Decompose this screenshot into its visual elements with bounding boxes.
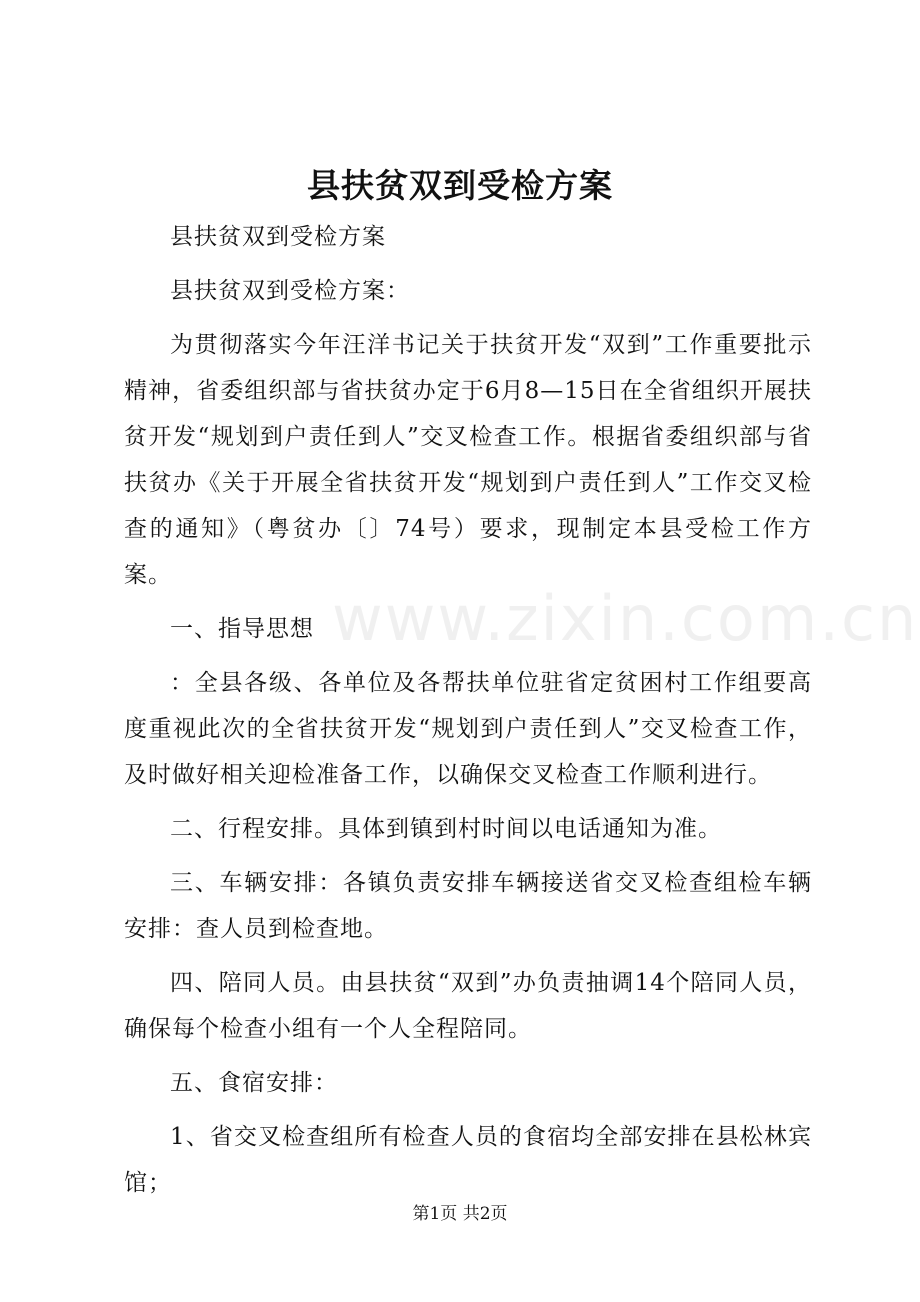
section-vehicles: 三、车辆安排：各镇负责安排车辆接送省交叉检查组检车辆安排：查人员到检查地。 [124, 870, 812, 942]
paragraph-accommodation-item-1: 1、省交叉检查组所有检查人员的食宿均全部安排在县松林宾馆； [124, 1124, 812, 1196]
section-escorts: 四、陪同人员。由县扶贫“双到”办负责抽调14个陪同人员，确保每个检查小组有一个人全程陪同。 [124, 970, 812, 1042]
paragraph-subtitle: 县扶贫双到受检方案 [170, 224, 386, 250]
page-footer: 第1页 共2页 [412, 1204, 508, 1224]
document-body [124, 214, 812, 1214]
section-guiding-ideology: 一、指导思想 [170, 616, 314, 642]
paragraph-intro: 为贯彻落实今年汪洋书记关于扶贫开发“双到”工作重要批示精神，省委组织部与省扶贫办定于6月8—15日在全省组织开展扶贫开发“规划到户责任到人”交叉检查工作。根据省委组织部与省扶贫办《关于开展全省扶贫开发“规划到户责任到人”工作交叉检查的通知》（粤贫办〔〕74号）要求，现制定本县受检工作方案。 [124, 332, 812, 588]
paragraph-heading: 县扶贫双到受检方案： [170, 278, 410, 304]
section-accommodation: 五、食宿安排： [170, 1070, 338, 1096]
paragraph-guiding-text: ：全县各级、各单位及各帮扶单位驻省定贫困村工作组要高度重视此次的全省扶贫开发“规划到户责任到人”交叉检查工作，及时做好相关迎检准备工作，以确保交叉检查工作顺利进行。 [124, 670, 812, 788]
document-title: 县扶贫双到受检方案 [307, 166, 613, 205]
section-schedule: 二、行程安排。具体到镇到村时间以电话通知为准。 [170, 816, 722, 842]
watermark: www.zixin.com.cn [332, 582, 919, 655]
